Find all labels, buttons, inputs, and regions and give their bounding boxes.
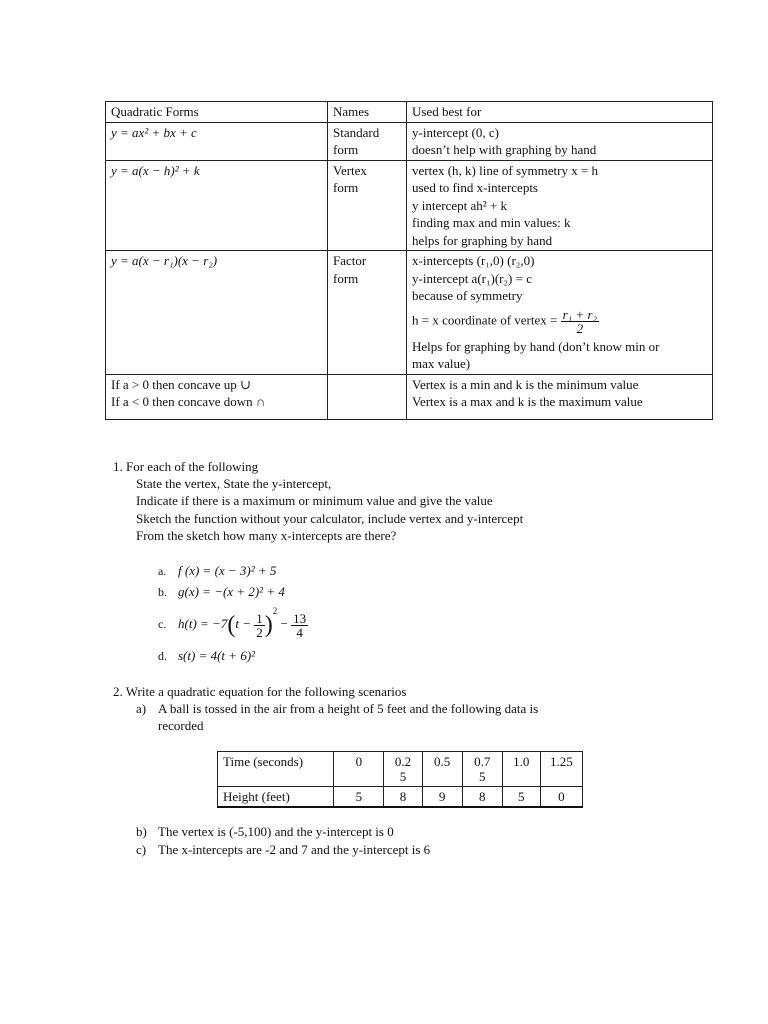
concavity-results: [407, 374, 713, 419]
time-label: Time (seconds): [218, 752, 334, 787]
fraction-one-half: [254, 612, 265, 639]
use-line: y-intercept a(r₁)(r₂) = c: [412, 270, 532, 286]
function-h-lead: h(t) = −7: [178, 616, 228, 631]
name-line: form: [333, 180, 359, 195]
time-cell: 0.7 5: [462, 752, 502, 787]
part-letter: a): [136, 701, 147, 716]
q1-part-d: [158, 648, 255, 664]
left-paren: (: [227, 612, 236, 639]
use-line: Helps for graphing by hand (don’t know min or: [412, 338, 660, 354]
fraction-thirteen-fourths: [291, 612, 308, 639]
use-line: helps for graphing by hand: [412, 232, 553, 248]
function-g: g(x) = −(x + 2)² + 4: [178, 584, 285, 599]
question-1-instruction: Sketch the function without your calculator, include vertex and y-intercept: [136, 511, 524, 526]
name-line: Standard: [333, 124, 380, 140]
question-2-part-a: [136, 700, 538, 718]
name-line: form: [333, 270, 359, 286]
ball-data-table: [217, 751, 583, 808]
concavity-conditions: [106, 374, 328, 419]
function-h-t: t −: [235, 616, 251, 631]
fraction-denominator: 2: [256, 624, 263, 640]
name-line: Factor: [333, 253, 367, 268]
standard-form-row: [106, 122, 713, 160]
coord-fraction: [561, 308, 599, 335]
part-b-text: The vertex is (-5,100) and the y-intercept is 0: [158, 824, 394, 839]
header-forms: Quadratic Forms: [106, 102, 328, 123]
header-used-best-for: Used best for: [407, 102, 713, 123]
standard-formula: y = ax² + bx + c: [106, 122, 328, 160]
standard-uses: [407, 122, 713, 160]
use-line: max value): [412, 356, 471, 371]
factor-form-row: [106, 251, 713, 375]
fraction-numerator: 1: [256, 610, 263, 626]
right-paren: ): [264, 612, 273, 639]
use-line: finding max and min values: k: [412, 215, 571, 230]
quadratic-forms-table: [105, 101, 713, 420]
q1-part-c: [158, 606, 308, 639]
height-cell: 5: [334, 787, 384, 808]
concavity-empty-cell: [328, 374, 407, 419]
use-line: doesn’t help with graphing by hand: [412, 142, 597, 157]
part-letter: b.: [158, 585, 167, 599]
question-2-part-b: [136, 823, 394, 841]
question-1-instruction: State the vertex, State the y-intercept,: [136, 476, 332, 491]
time-cell: 1.25: [540, 752, 582, 787]
standard-name: [328, 122, 407, 160]
fraction-numerator: 13: [293, 610, 307, 626]
use-line: x-intercepts (r₁,0) (r₂,0): [412, 253, 535, 268]
time-cell: 0.2 5: [384, 752, 422, 787]
height-row: [218, 787, 583, 808]
height-cell: 9: [422, 787, 462, 808]
vertex-uses: [407, 160, 713, 251]
height-cell: 8: [462, 787, 502, 808]
name-line: form: [333, 142, 359, 157]
question-1-instruction: Indicate if there is a maximum or minimum value and give the value: [136, 493, 493, 508]
time-cell: 1.0: [502, 752, 540, 787]
name-line: Vertex: [333, 162, 367, 178]
part-letter: a.: [158, 564, 167, 578]
concave-up-line: If a > 0 then concave up ∪: [111, 376, 251, 392]
concavity-row: [106, 374, 713, 419]
time-cell: 0: [334, 752, 384, 787]
part-a-line: A ball is tossed in the air from a height of 5 feet and the following data is: [158, 701, 539, 716]
vertex-name: [328, 160, 407, 251]
header-names: Names: [328, 102, 407, 123]
q1-part-a: [158, 563, 276, 579]
use-line: vertex (h, k) line of symmetry x = h: [412, 162, 599, 178]
part-letter: c.: [158, 617, 167, 631]
q1-part-b: [158, 584, 285, 600]
use-line: y-intercept (0, c): [412, 124, 499, 140]
max-value-line: Vertex is a max and k is the maximum value: [412, 394, 643, 409]
part-letter: b): [136, 824, 147, 839]
use-line: because of symmetry: [412, 288, 523, 303]
height-cell: 5: [502, 787, 540, 808]
question-2-intro: 2. Write a quadratic equation for the following scenarios: [113, 684, 407, 699]
use-line: used to find x-intercepts: [412, 180, 538, 195]
function-f: f (x) = (x − 3)² + 5: [178, 563, 277, 578]
exponent: 2: [272, 606, 278, 616]
vertex-coordinate-line: [412, 305, 707, 338]
factor-uses: [407, 251, 713, 375]
fraction-numerator: r₁ + r₂: [562, 306, 598, 322]
height-label: Height (feet): [218, 787, 334, 808]
vertex-form-row: [106, 160, 713, 251]
time-row: [218, 752, 583, 787]
question-2-part-c: [136, 841, 430, 859]
part-c-text: The x-intercepts are -2 and 7 and the y-intercept is 6: [158, 842, 431, 857]
vertex-formula: y = a(x − h)² + k: [106, 160, 328, 251]
minus-sign: −: [280, 616, 288, 631]
part-letter: c): [136, 842, 147, 857]
function-s: s(t) = 4(t + 6)²: [178, 648, 256, 663]
height-cell: 8: [384, 787, 422, 808]
part-letter: d.: [158, 649, 167, 663]
min-value-line: Vertex is a min and k is the minimum value: [412, 376, 639, 392]
factor-name: [328, 251, 407, 375]
fraction-denominator: 2: [576, 320, 584, 336]
factor-formula: y = a(x − r₁)(x − r₂): [106, 251, 328, 375]
question-1-intro: 1. For each of the following: [113, 459, 259, 474]
coord-prefix: h = x coordinate of vertex =: [412, 311, 558, 327]
part-a-line: recorded: [158, 718, 204, 733]
concave-down-line: If a < 0 then concave down ∩: [111, 394, 266, 409]
question-1-instruction: From the sketch how many x-intercepts are there?: [136, 528, 397, 543]
time-cell: 0.5: [422, 752, 462, 787]
table-header-row: [106, 102, 713, 123]
fraction-denominator: 4: [296, 624, 303, 640]
height-cell: 0: [540, 787, 582, 808]
use-line: y intercept ah² + k: [412, 197, 507, 213]
